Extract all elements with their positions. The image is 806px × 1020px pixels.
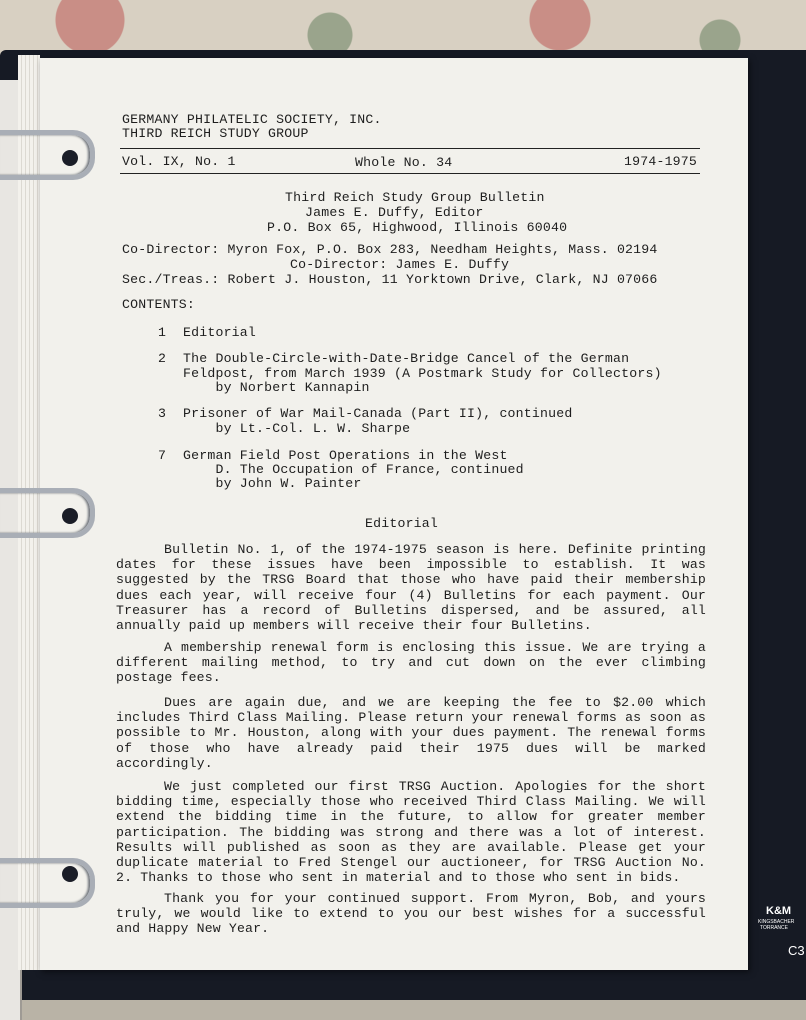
contents-title: Editorial — [183, 325, 257, 340]
contents-author: by Norbert Kannapin — [183, 380, 370, 395]
contents-page-number: 3 — [158, 406, 167, 421]
binder-ring — [0, 858, 95, 908]
binder-ring — [0, 488, 95, 538]
contents-heading: CONTENTS: — [122, 297, 196, 312]
contents-title: The Double-Circle-with-Date-Bridge Cancel of the German — [183, 351, 630, 366]
header-rule-bottom — [120, 173, 700, 174]
editorial-paragraph: Bulletin No. 1, of the 1974-1975 season is here. Definite printing dates for these issues have been impossible to establish. It was suggested by the TRSG Board that those who have paid their membership dues each year, will receive four (4) Bulletins for each payment. Our Treasurer has a record of Bulletins dispersed, and be assured, all annually paid up members will receive their four Bulletins. — [116, 542, 706, 634]
contents-page-number: 1 — [158, 325, 167, 340]
editorial-heading: Editorial — [365, 516, 439, 531]
editorial-paragraph: Thank you for your continued support. From Myron, Bob, and yours truly, we would like to extend to you our best wishes for a successful and Happy New Year. — [116, 891, 706, 937]
volume-number: Vol. IX, No. 1 — [122, 154, 236, 169]
contents-title: German Field Post Operations in the West — [183, 448, 508, 463]
editorial-paragraph: We just completed our first TRSG Auction. Apologies for the short bidding time, especially those who received Third Class Mailing. We will extend the bidding time in the future, to allow for greater member participation. The bidding was strong and there was a lot of interest. Results will published as soon as they are available. Please get your duplicate material to Fred Stengel our auctioneer, for TRSG Auction No. 2. Thanks to those who sent in material and to those who sent in bids. — [116, 779, 706, 886]
codirector-fox: Co-Director: Myron Fox, P.O. Box 283, Needham Heights, Mass. 02194 — [122, 242, 658, 257]
document-page — [40, 58, 748, 970]
bulletin-title: Third Reich Study Group Bulletin — [285, 190, 545, 205]
binder-brand-label — [752, 905, 806, 965]
binder-ring — [0, 130, 95, 180]
secretary-treasurer: Sec./Treas.: Robert J. Houston, 11 Yorktown Drive, Clark, NJ 07066 — [122, 272, 658, 287]
contents-title-continued: Feldpost, from March 1939 (A Postmark Study for Collectors) — [183, 366, 662, 381]
brand-line: KINGSBACHER — [758, 919, 795, 925]
contents-author: by Lt.-Col. L. W. Sharpe — [183, 421, 411, 436]
contents-author: by John W. Painter — [183, 476, 362, 491]
bulletin-address: P.O. Box 65, Highwood, Illinois 60040 — [267, 220, 568, 235]
brand-line: TORRANCE — [760, 925, 788, 931]
whole-number: Whole No. 34 — [355, 155, 453, 170]
contents-subtitle: D. The Occupation of France, continued — [183, 462, 524, 477]
codirector-duffy: Co-Director: James E. Duffy — [290, 257, 510, 272]
study-group-name: THIRD REICH STUDY GROUP — [122, 126, 309, 141]
contents-page-number: 7 — [158, 448, 167, 463]
header-rule-top — [120, 148, 700, 149]
brand-logo: K&M — [766, 905, 792, 917]
brand-code: C3 — [788, 943, 805, 958]
editor-line: James E. Duffy, Editor — [305, 205, 484, 220]
season-years: 1974-1975 — [624, 154, 698, 169]
editorial-paragraph: Dues are again due, and we are keeping the fee to $2.00 which includes Third Class Mailing. Please return your renewal forms as soon as possible to Mr. Houston, along with your dues payment. The renewal forms of those who have already paid their 1975 dues will be marked accordingly. — [116, 695, 706, 771]
editorial-paragraph: A membership renewal form is enclosing this issue. We are trying a different mailing method, to try and cut down on the ever climbing postage fees. — [116, 640, 706, 686]
contents-page-number: 2 — [158, 351, 167, 366]
society-name: GERMANY PHILATELIC SOCIETY, INC. — [122, 112, 382, 127]
contents-title: Prisoner of War Mail-Canada (Part II), continued — [183, 406, 573, 421]
